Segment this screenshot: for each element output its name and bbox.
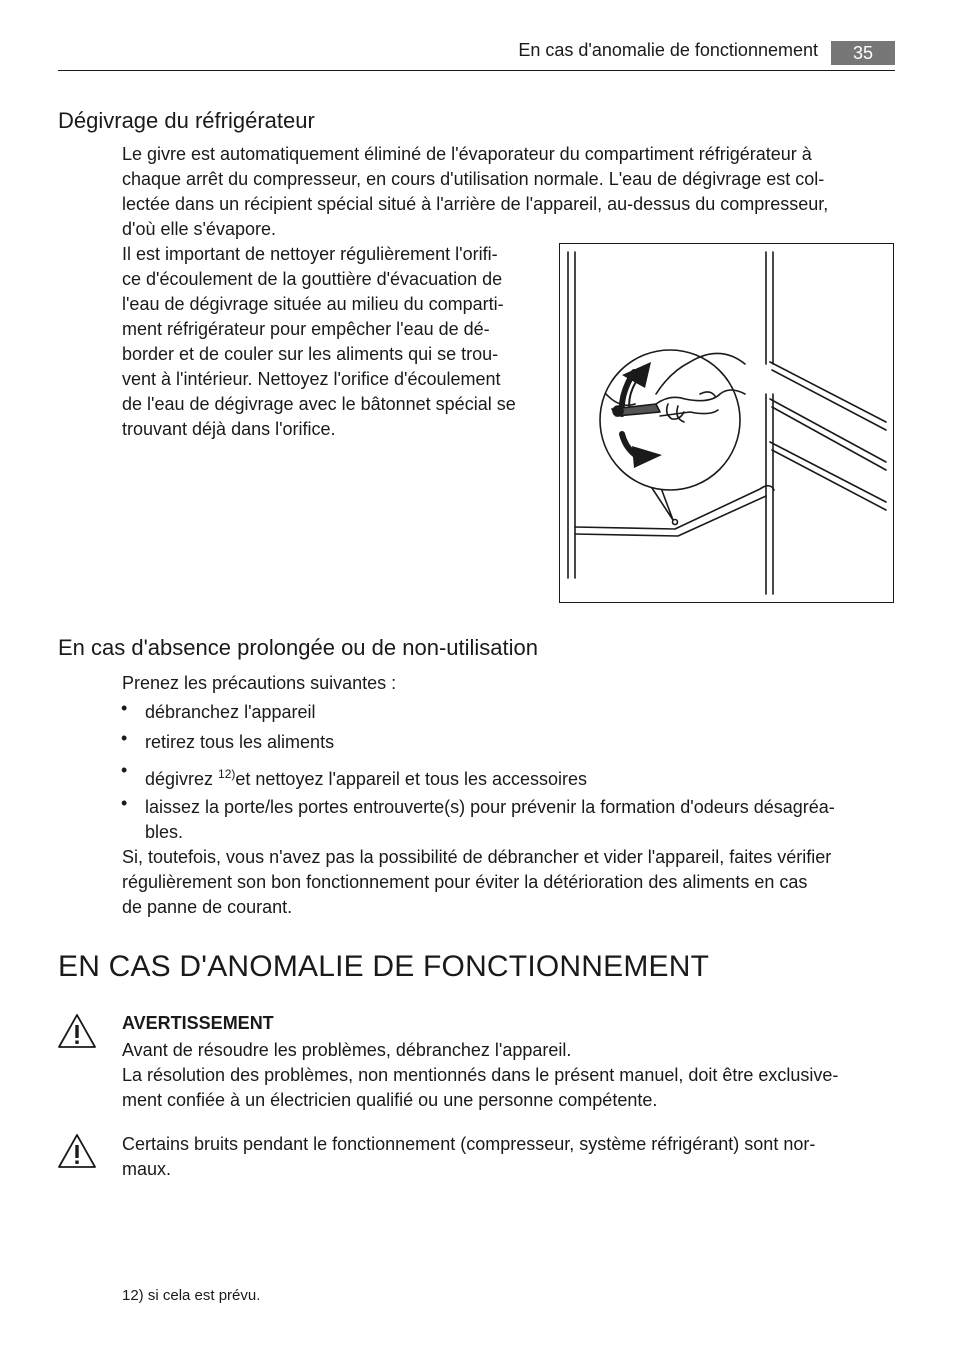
text-line: de l'eau de dégivrage avec le bâtonnet spécial se [122,394,516,414]
list-item-text: dégivrez [145,769,219,789]
note-text [122,1132,815,1182]
text-line: trouvant déjà dans l'orifice. [122,419,336,439]
text-line: Si, toutefois, vous n'avez pas la possibilité de débrancher et vider l'appareil, faites vérifier [122,847,832,867]
defrost-paragraph-1 [122,142,828,242]
text-line: laissez la porte/les portes entrouverte(s) pour prévenir la formation d'odeurs désagréa- [145,797,835,817]
section-heading-defrost: Dégivrage du réfrigérateur [58,108,315,133]
list-item-text: et nettoyez l'appareil et tous les accessoires [235,769,588,789]
warning-title: AVERTISSEMENT [122,1013,274,1033]
section-heading-absence: En cas d'absence prolongée ou de non-utilisation [58,635,538,660]
page-number: 35 [831,41,895,65]
text-line: l'eau de dégivrage située au milieu du comparti- [122,294,504,314]
defrost-drain-illustration [559,243,894,603]
bullet-icon: • [121,728,128,748]
running-header-title: En cas d'anomalie de fonctionnement [518,40,818,60]
bullet-icon: • [121,793,128,813]
text-line: régulièrement son bon fonctionnement pour éviter la détérioration des aliments en cas [122,872,808,892]
text-line: maux. [122,1159,172,1179]
bullet-icon: • [121,760,128,780]
header-rule [58,70,895,71]
text-line: Il est important de nettoyer régulièrement l'orifi- [122,244,498,264]
chapter-heading: EN CAS D'ANOMALIE DE FONCTIONNEMENT [58,950,710,983]
bullet-icon: • [121,698,128,718]
footnote: 12) si cela est prévu. [122,1287,261,1304]
text-line: chaque arrêt du compresseur, en cours d'utilisation normale. L'eau de dégivrage est col- [122,169,825,189]
list-item [145,795,835,845]
list-item: retirez tous les aliments [145,732,335,752]
list-item: débranchez l'appareil [145,702,316,722]
text-line: ment confiée à un électricien qualifié ou une personne compétente. [122,1090,658,1110]
text-line: d'où elle s'évapore. [122,219,276,239]
text-line: border et de couler sur les aliments qui se trou- [122,344,499,364]
defrost-paragraph-2 [122,242,516,442]
text-line: Certains bruits pendant le fonctionnement (compresseur, système réfrigérant) sont nor- [122,1134,816,1154]
text-line: de panne de courant. [122,897,293,917]
text-line: Le givre est automatiquement éliminé de l'évaporateur du compartiment réfrigérateur à [122,144,812,164]
absence-closing [122,845,831,920]
text-line: Avant de résoudre les problèmes, débranchez l'appareil. [122,1040,572,1060]
text-line: ment réfrigérateur pour empêcher l'eau de dé- [122,319,490,339]
text-line: lectée dans un récipient spécial situé à l'arrière de l'appareil, au-dessus du compresseur, [122,194,829,214]
text-line: La résolution des problèmes, non mentionnés dans le présent manuel, doit être exclusive- [122,1065,839,1085]
footnote-reference: 12) [218,767,236,781]
text-line: bles. [145,822,184,842]
absence-intro: Prenez les précautions suivantes : [122,673,397,693]
text-line: vent à l'intérieur. Nettoyez l'orifice d'écoulement [122,369,501,389]
text-line: ce d'écoulement de la gouttière d'évacuation de [122,269,503,289]
list-item [145,762,587,792]
warning-text [122,1038,838,1113]
warning-triangle-icon [57,1013,97,1054]
warning-triangle-icon [57,1133,97,1174]
